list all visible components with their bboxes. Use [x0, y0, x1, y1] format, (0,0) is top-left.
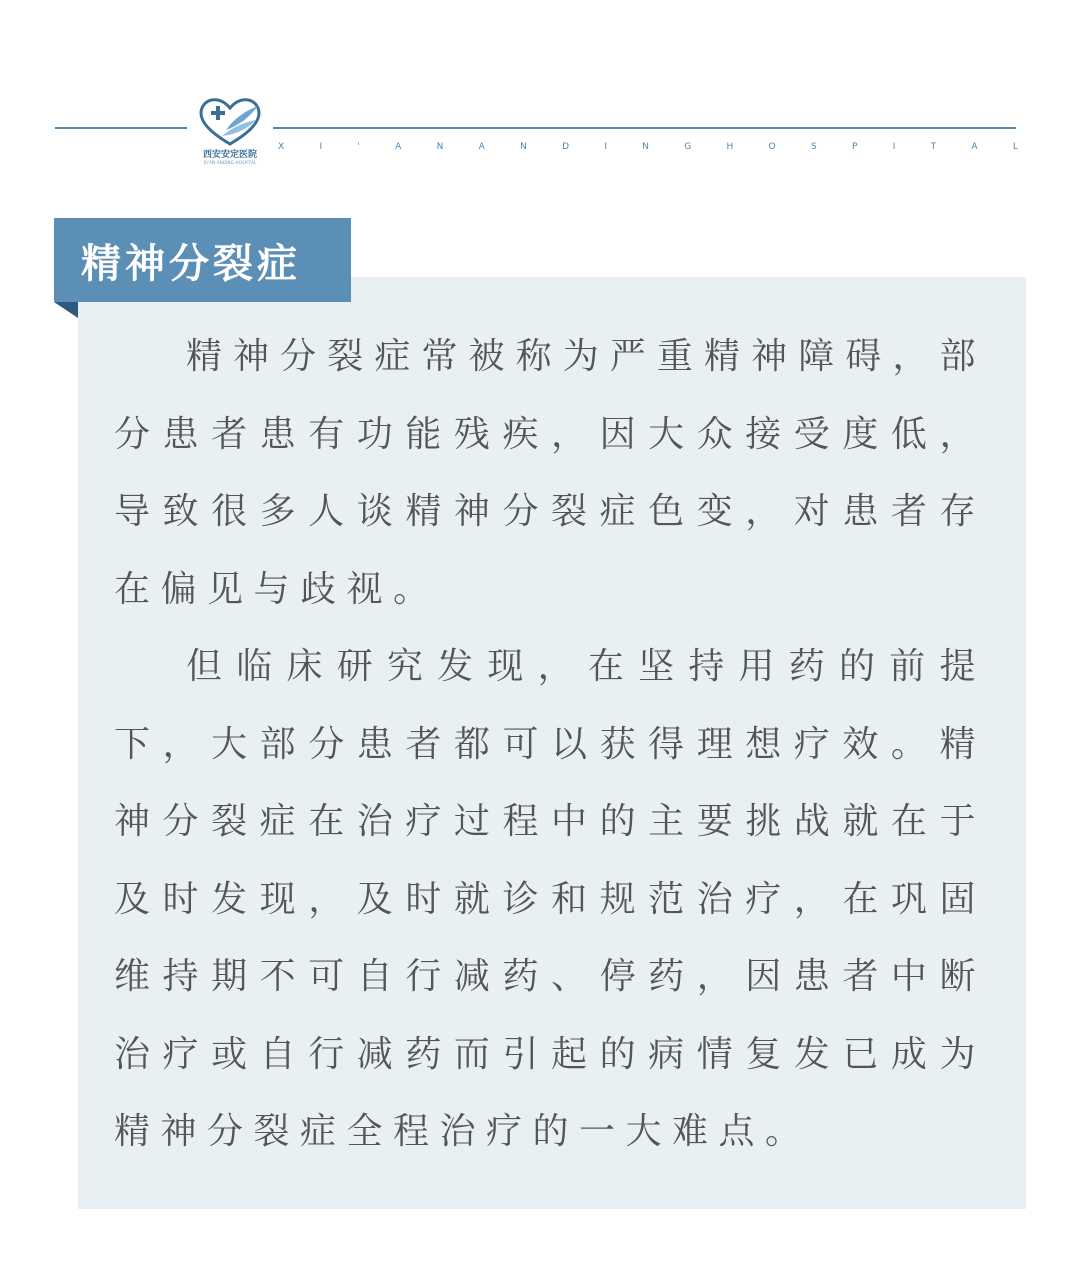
paragraph: 精神分裂症常被称为严重精神障碍，部分患者患有功能残疾，因大众接受度低，导致很多人谈精神分裂症色变，对患者存在偏见与歧视。 — [114, 336, 986, 610]
title-tab-fold — [54, 302, 78, 318]
section-title — [54, 218, 351, 302]
tagline-letter: L — [1012, 142, 1018, 152]
tagline-letter: X — [278, 142, 285, 152]
hospital-logo — [190, 96, 270, 168]
tagline-letter: G — [684, 142, 692, 152]
tagline-letter: N — [642, 142, 649, 152]
tagline-letter: N — [520, 142, 527, 152]
tagline-letter: A — [478, 142, 485, 152]
tagline-letter: I — [892, 142, 896, 152]
header-divider-right — [273, 127, 1016, 129]
header-divider-left — [55, 127, 187, 129]
logo-subtitle: XI'AN ANDING HOSPITAL — [203, 160, 257, 165]
tagline-letter: A — [395, 142, 402, 152]
tagline-letter: H — [726, 142, 734, 152]
tagline-letter: O — [768, 142, 776, 152]
tagline-letter: T — [930, 142, 937, 152]
section-title-text: 精神分裂症 — [81, 240, 301, 287]
tagline-letter: I — [319, 142, 323, 152]
tagline-letter: D — [562, 142, 570, 152]
tagline-letter: N — [436, 142, 444, 152]
tagline-letter: ' — [357, 142, 360, 152]
tagline-letter: I — [604, 142, 607, 152]
hospital-tagline — [278, 142, 1018, 152]
tagline-letter: S — [810, 142, 817, 152]
heart-cross-logo-icon — [196, 96, 264, 148]
article-body — [114, 318, 986, 1171]
paragraph: 但临床研究发现，在坚持用药的前提下，大部分患者都可以获得理想疗效。精神分裂症在治疗过程中的主要挑战就在于及时发现，及时就诊和规范治疗，在巩固维持期不可自行减药、停药，因患者中断治疗或自行减药而引起的病情复发已成为精神分裂症全程治疗的一大难点。 — [114, 646, 986, 1152]
logo-name: 西安安定医院 — [202, 150, 257, 160]
tagline-letter: A — [971, 142, 978, 152]
tagline-letter: P — [851, 142, 858, 152]
